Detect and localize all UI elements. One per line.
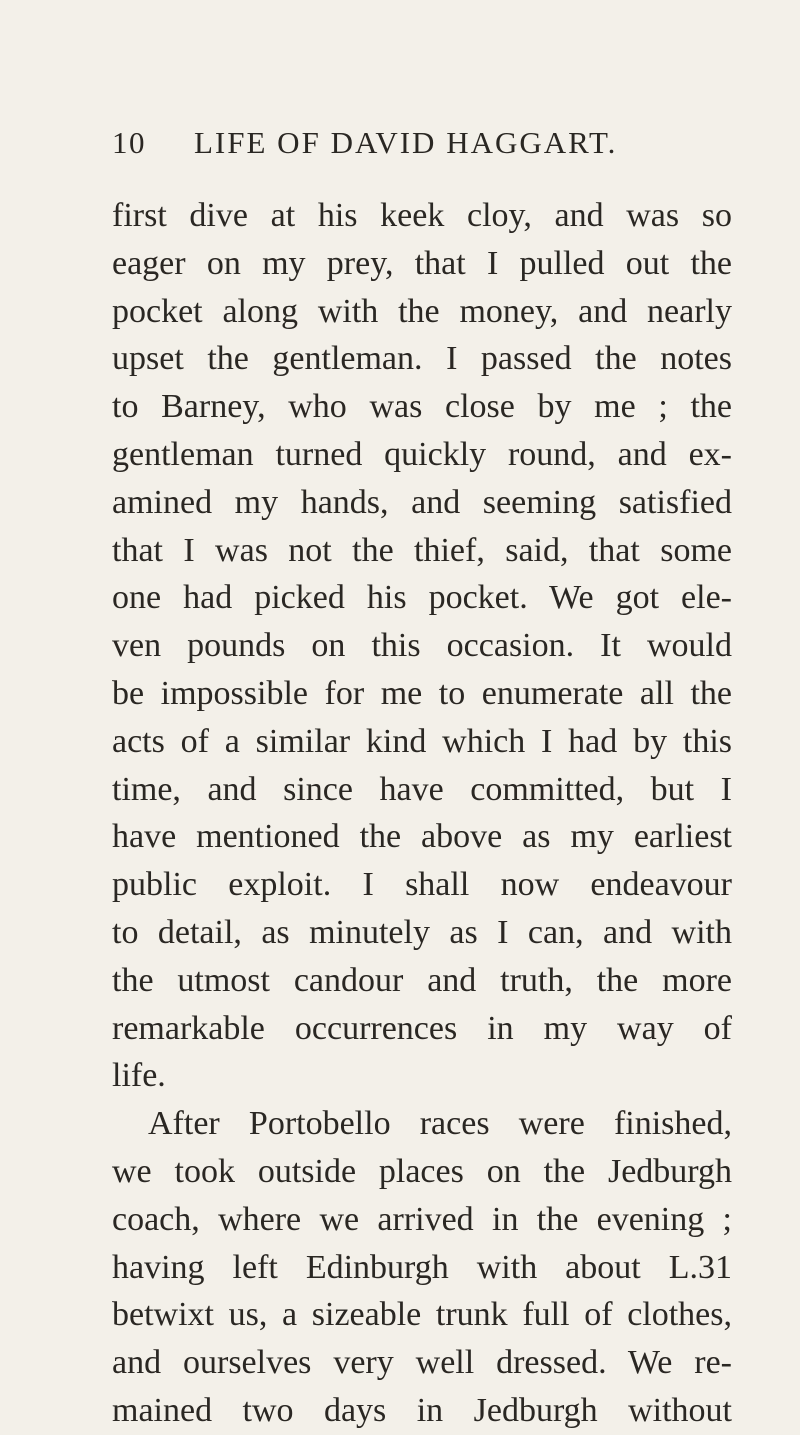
text-line: upset the gentleman. I passed the notes bbox=[112, 340, 732, 378]
body-text bbox=[112, 192, 732, 1435]
text-line: public exploit. I shall now endeavour bbox=[112, 866, 732, 904]
text-line: to Barney, who was close by me ; the bbox=[112, 388, 732, 426]
text-line: the utmost candour and truth, the more bbox=[112, 961, 732, 999]
text-line: acts of a similar kind which I had by this bbox=[112, 722, 732, 760]
text-line: be impossible for me to enumerate all the bbox=[112, 674, 732, 712]
text-line: coach, where we arrived in the evening ; bbox=[112, 1200, 732, 1238]
text-line: time, and since have committed, but I bbox=[112, 770, 732, 808]
text-line: one had picked his pocket. We got ele- bbox=[112, 579, 732, 617]
text-line: that I was not the thief, said, that some bbox=[112, 531, 732, 569]
text-line: mained two days in Jedburgh without bbox=[112, 1391, 732, 1429]
paragraph-start-line: After Portobello races were finished, bbox=[148, 1105, 732, 1143]
text-line: and ourselves very well dressed. We re- bbox=[112, 1344, 732, 1382]
text-line: pocket along with the money, and nearly bbox=[112, 292, 732, 330]
text-line: betwixt us, a sizeable trunk full of clothes, bbox=[112, 1296, 732, 1334]
text-line: life. bbox=[112, 1057, 166, 1095]
text-line: ven pounds on this occasion. It would bbox=[112, 627, 732, 665]
text-line: have mentioned the above as my earliest bbox=[112, 818, 732, 856]
text-line: eager on my prey, that I pulled out the bbox=[112, 244, 732, 282]
text-line: remarkable occurrences in my way of bbox=[112, 1009, 732, 1047]
text-line: we took outside places on the Jedburgh bbox=[112, 1152, 732, 1190]
page-number: 10 bbox=[112, 125, 146, 160]
text-line: gentleman turned quickly round, and ex- bbox=[112, 435, 732, 473]
running-title: LIFE OF DAVID HAGGART. bbox=[194, 125, 618, 160]
text-line: to detail, as minutely as I can, and with bbox=[112, 913, 732, 951]
running-head bbox=[112, 121, 752, 165]
text-line: amined my hands, and seeming satisfied bbox=[112, 483, 732, 521]
text-line: having left Edinburgh with about L.31 bbox=[112, 1248, 732, 1286]
text-line: first dive at his keek cloy, and was so bbox=[112, 197, 732, 234]
